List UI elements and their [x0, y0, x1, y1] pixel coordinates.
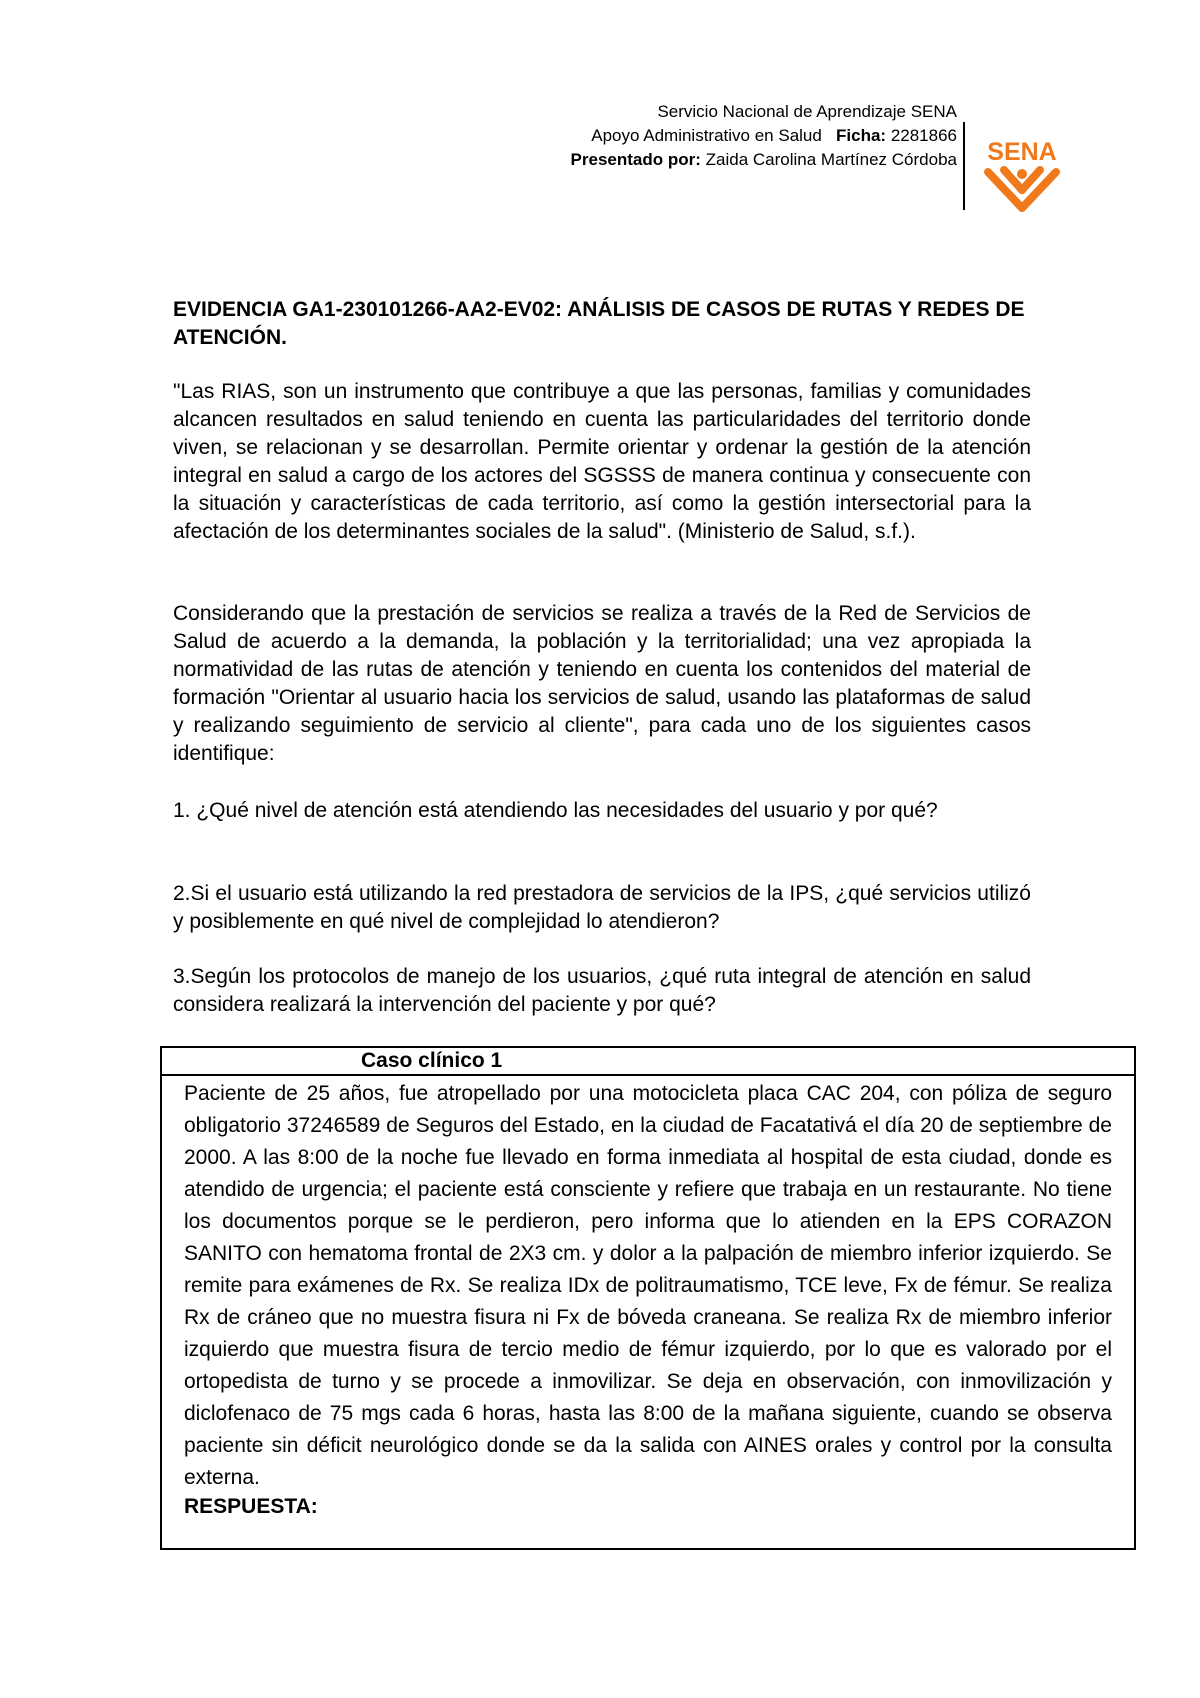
- presenter-line: [571, 148, 957, 172]
- sena-logo-icon: [974, 128, 1070, 216]
- header-divider: [963, 122, 965, 210]
- presented-label: Presentado por:: [570, 150, 701, 169]
- ficha-value: 2281866: [890, 126, 957, 145]
- logo-text: SENA: [987, 138, 1057, 166]
- institution-name: Servicio Nacional de Aprendizaje SENA: [657, 102, 957, 121]
- presenter-name: Zaida Carolina Martínez Córdoba: [705, 150, 957, 169]
- case-description: Paciente de 25 años, fue atropellado por una motocicleta placa CAC 204, con póliza de seguro obligatorio 37246589 de Seguros del Estado, en la ciudad de Facatativá el día 20 de septiembre de 2000. A las 8:00 de la noche fue llevado en forma inmediata al hospital de esta ciudad, donde es atendido de urgencia; el paciente está consciente y refiere que trabaja en un restaurante. No tiene los documentos porque se le perdieron, pero informa que lo atienden en la EPS CORAZON SANITO con hematoma frontal de 2X3 cm. y dolor a la palpación de miembro inferior izquierdo. Se remite para exámenes de Rx. Se realiza IDx de politraumatismo, TCE leve, Fx de fémur. Se realiza Rx de cráneo que no muestra fisura ni Fx de bóveda craneana. Se realiza Rx de miembro inferior izquierdo que muestra fisura de tercio medio de fémur izquierdo, por lo que es valorado por el ortopedista de turno y se procede a inmovilizar. Se deja en observación, con inmovilización y diclofenaco de 75 mgs cada 6 horas, hasta las 8:00 de la mañana siguiente, cuando se observa paciente sin déficit neurológico donde se da la salida con AINES orales y control por la consulta externa.: [184, 1082, 1112, 1489]
- intro-paragraph: "Las RIAS, son un instrumento que contribuye a que las personas, familias y comunidades alcancen resultados en salud teniendo en cuenta las particularidades del territorio donde viven, se relacionan y se desarrollan. Permite orientar y ordenar la gestión de la atención integral en salud a cargo de los actores del SGSSS de manera continua y consecuente con la situación y características de cada territorio, así como la gestión intersectorial para la afectación de los determinantes sociales de la salud". (Ministerio de Salud, s.f.).: [173, 380, 1031, 543]
- question-3: 3.Según los protocolos de manejo de los usuarios, ¿qué ruta integral de atención en salud considera realizará la intervención del paciente y por qué?: [173, 965, 1031, 1016]
- context-paragraph: Considerando que la prestación de servicios se realiza a través de la Red de Servicios de Salud de acuerdo a la demanda, la población y la territorialidad; una vez apropiada la normatividad de las rutas de atención y teniendo en cuenta los contenidos del material de formación "Orientar al usuario hacia los servicios de salud, usando las plataformas de salud y realizando seguimiento de servicio al cliente", para cada uno de los siguientes casos identifique:: [173, 602, 1031, 765]
- clinical-case-table: [160, 1046, 1136, 1550]
- question-1: 1. ¿Qué nivel de atención está atendiendo las necesidades del usuario y por qué?: [173, 799, 938, 822]
- program-line: [571, 124, 957, 148]
- case-title: Caso clínico 1: [162, 1048, 1134, 1076]
- document-header: [571, 100, 957, 172]
- program-name: Apoyo Administrativo en Salud: [591, 126, 822, 145]
- ficha-label: Ficha:: [836, 126, 887, 145]
- question-2: 2.Si el usuario está utilizando la red prestadora de servicios de la IPS, ¿qué servicios utilizó y posiblemente en qué nivel de complejidad lo atendieron?: [173, 882, 1031, 933]
- document-title: EVIDENCIA GA1-230101266-AA2-EV02: ANÁLISIS DE CASOS DE RUTAS Y REDES DE ATENCIÓN.: [173, 298, 1025, 349]
- answer-label: RESPUESTA:: [184, 1495, 318, 1518]
